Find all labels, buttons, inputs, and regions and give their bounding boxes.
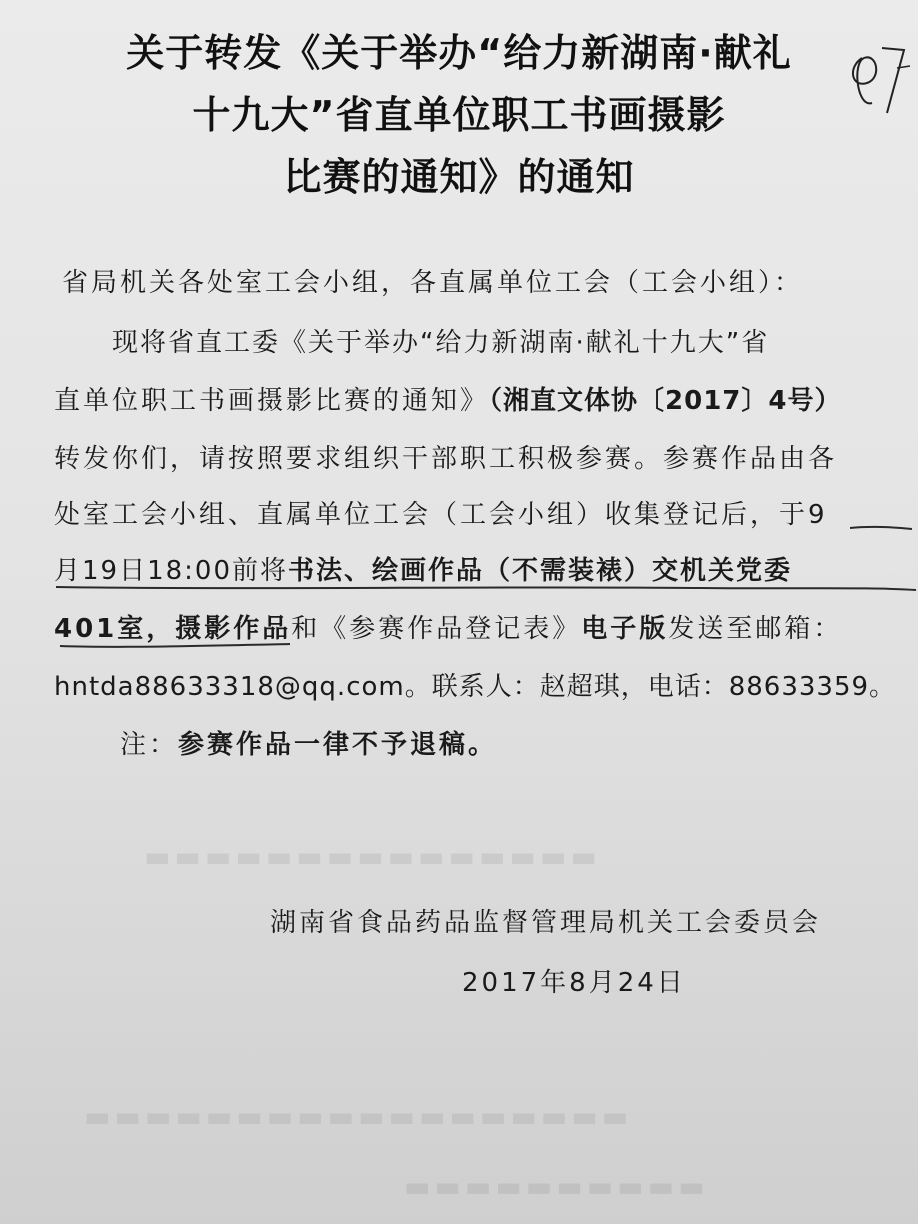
body-line-2 <box>54 380 918 417</box>
contact-line: hntda88633318@qq.com。联系人：赵超琪，电话：88633359。 <box>54 672 897 702</box>
note-text: 参赛作品一律不予退稿。 <box>178 730 498 760</box>
bleed-through-texture: ▬▬▬▬▬▬▬▬▬▬▬▬▬▬▬ <box>140 840 597 873</box>
deadline-text: 月19日18:00前将 <box>54 556 289 586</box>
document-number: （湘直文体协〔2017〕4号） <box>489 386 842 416</box>
bleed-through-texture: ▬▬▬▬▬▬▬▬▬▬▬▬▬▬▬▬▬▬ <box>80 1100 629 1133</box>
body-line-3: 转发你们，请按照要求组织干部职工积极参赛。参赛作品由各 <box>54 444 838 474</box>
title-line-1: 关于转发《关于举办“给力新湖南·献礼 <box>126 31 792 75</box>
note-line <box>120 724 918 761</box>
body-line-2-text: 直单位职工书画摄影比赛的通知》 <box>54 386 490 416</box>
body-line-4: 处室工会小组、直属单位工会（工会小组）收集登记后，于9 <box>54 500 828 530</box>
underline-instruction <box>56 587 916 590</box>
note-label: 注： <box>120 730 179 760</box>
signature-date: 2017年8月24日 <box>462 968 686 998</box>
body-line-1: 现将省直工委《关于举办“给力新湖南·献礼十九大”省 <box>112 328 770 358</box>
bleed-through-texture: ▬▬▬▬▬▬▬▬▬▬ <box>400 1170 705 1203</box>
title-line-2: 十九大”省直单位职工书画摄影 <box>192 93 726 137</box>
body-line-5 <box>54 550 918 587</box>
electronic-version: 电子版 <box>581 614 669 644</box>
document-title <box>0 22 918 208</box>
handwritten-annotation-mark <box>842 28 912 128</box>
calligraphy-painting-instruction: 书法、绘画作品（不需装裱）交机关党委 <box>288 556 793 586</box>
registration-form: 和《参赛作品登记表》 <box>291 614 582 644</box>
room-photography: 401室，摄影作品 <box>54 614 292 644</box>
title-line-3: 比赛的通知》的通知 <box>283 155 635 199</box>
signature-org: 湖南省食品药品监督管理局机关工会委员会 <box>270 908 822 938</box>
body-line-6 <box>54 608 918 645</box>
send-to-email: 发送至邮箱： <box>668 614 843 644</box>
salutation: 省局机关各处室工会小组，各直属单位工会（工会小组）： <box>62 268 804 298</box>
